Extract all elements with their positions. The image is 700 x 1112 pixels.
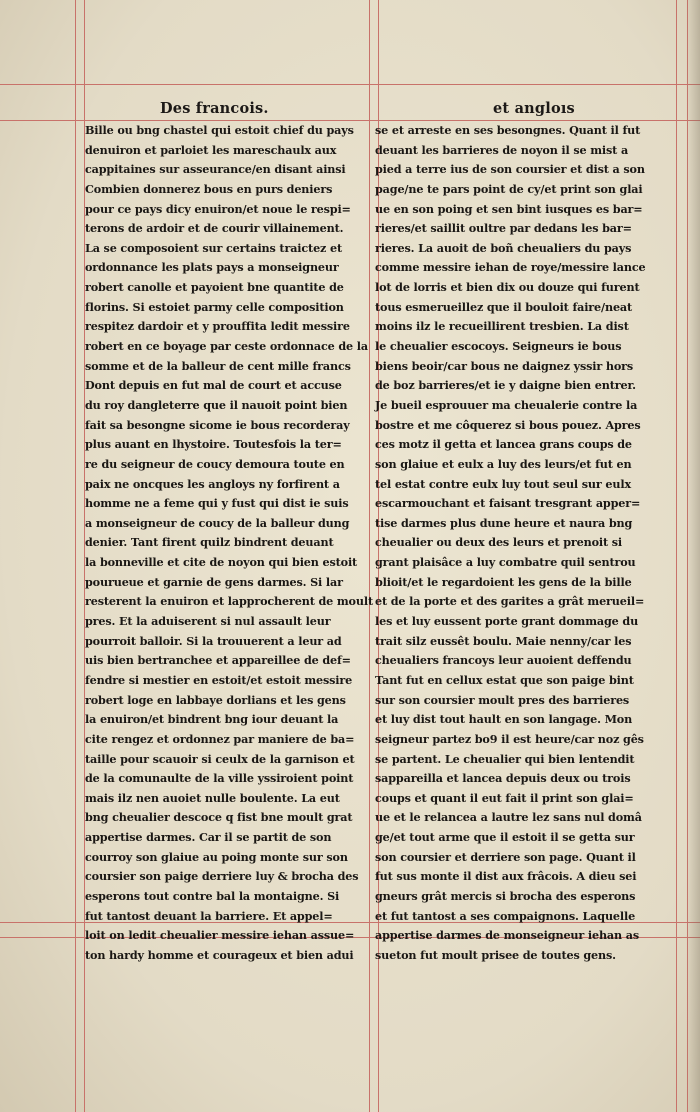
text-line: cite rengez et ordonnez par maniere de ba= bbox=[85, 731, 355, 746]
text-line: de boz barrieres/et ie y daigne bien entrer. bbox=[375, 378, 636, 393]
text-line: somme et de la balleur de cent mille francs bbox=[85, 358, 351, 373]
text-line: la enuiron/et bindrent bng iour deuant la bbox=[85, 712, 339, 727]
text-line: grant plaisâce a luy combatre quil sentrou bbox=[375, 555, 636, 570]
text-line: de la comunaulte de la ville yssiroient point bbox=[85, 771, 354, 786]
text-line: uis bien bertranchee et appareillee de def= bbox=[85, 653, 351, 668]
text-line: page/ne te pars point de cy/et print son glai bbox=[375, 181, 643, 196]
text-line: fut sus monte il dist aux frâcois. A dieu sei bbox=[375, 869, 637, 884]
text-line: gneurs grât mercis si brocha des esperons bbox=[375, 888, 636, 903]
text-line: fendre si mestier en estoit/et estoit messire bbox=[85, 672, 353, 687]
text-line: comme messire iehan de roye/messire lance bbox=[375, 260, 646, 275]
text-line: Tant fut en cellux estat que son paige bint bbox=[375, 672, 634, 687]
text-line: blioit/et le regardoient les gens de la bille bbox=[375, 574, 632, 589]
running-head-right: et angloıs bbox=[493, 100, 575, 117]
text-line: robert en ce boyage par ceste ordonnace de la bbox=[85, 339, 368, 354]
text-line: escarmouchant et faisant tresgrant apper= bbox=[375, 496, 641, 511]
text-line: son coursier et derriere son page. Quant il bbox=[375, 849, 636, 864]
text-line: La se composoient sur certains traictez et bbox=[85, 240, 342, 255]
text-line: robert loge en labbaye dorlians et les gens bbox=[85, 692, 346, 707]
text-line: et fut tantost a ses compaignons. Laquelle bbox=[375, 908, 636, 923]
text-line: et luy dist tout hault en son langage. Mon bbox=[375, 712, 633, 727]
text-line: deuant les barrieres de noyon il se mist a bbox=[375, 142, 629, 157]
text-line: pour ce pays dicy enuiron/et noue le respi= bbox=[85, 201, 351, 216]
text-line: rieres. La auoit de boñ cheualiers du pays bbox=[375, 240, 632, 255]
page-edge-shadow bbox=[686, 0, 700, 1112]
text-line: appertise darmes. Car il se partit de son bbox=[85, 830, 332, 845]
text-line: le cheualier escocoys. Seigneurs ie bous bbox=[375, 339, 622, 354]
text-line: sur son coursier moult pres des barrieres bbox=[375, 692, 630, 707]
text-line: respitez dardoir et y prouffita ledit messire bbox=[85, 319, 350, 334]
text-line: biens beoir/car bous ne daignez yssir hors bbox=[375, 358, 634, 373]
text-line: pourueue et garnie de gens darmes. Si lar bbox=[85, 574, 343, 589]
text-line: ton hardy homme et courageux et bien adui bbox=[85, 947, 354, 962]
running-head-left: Des francois. bbox=[160, 100, 269, 117]
text-line: fait sa besongne sicome ie bous recorderay bbox=[85, 417, 350, 432]
text-line: se et arreste en ses besongnes. Quant il fut bbox=[375, 123, 641, 137]
text-line: mais ilz nen auoiet nulle boulente. La eut bbox=[85, 790, 340, 805]
text-line: fut tantost deuant la barriere. Et appel= bbox=[85, 908, 333, 923]
text-line: florins. Si estoiet parmy celle composition bbox=[85, 299, 344, 314]
text-line: ue et le relancea a lautre lez sans nul domâ bbox=[375, 810, 642, 825]
text-line: coups et quant il eut fait il print son glai= bbox=[375, 790, 634, 805]
text-line: pied a terre ius de son coursier et dist a son bbox=[375, 162, 645, 177]
text-line: Dont depuis en fut mal de court et accuse bbox=[85, 378, 342, 393]
text-line: courroy son glaiue au poing monte sur son bbox=[85, 849, 348, 864]
text-line: se partent. Le cheualier qui bien lentendit bbox=[375, 751, 635, 766]
text-line: sueton fut moult prisee de toutes gens. bbox=[375, 947, 616, 962]
text-line: pourroit balloir. Si la trouuerent a leur ad bbox=[85, 633, 342, 648]
text-line: moins ilz le recueillirent tresbien. La dist bbox=[375, 319, 629, 334]
text-line: sappareilla et lancea depuis deux ou trois bbox=[375, 771, 631, 786]
text-line: ordonnance les plats pays a monseigneur bbox=[85, 260, 339, 275]
text-line: denuiron et parloiet les mareschaulx aux bbox=[85, 142, 337, 157]
text-line: re du seigneur de coucy demoura toute en bbox=[85, 456, 345, 471]
text-line: ue en son poing et sen bint iusques es bar= bbox=[375, 201, 643, 216]
text-line: Combien donnerez bous en purs deniers bbox=[85, 181, 333, 196]
text-line: seigneur partez bo9 il est heure/car noz gês bbox=[375, 731, 644, 746]
text-line: les et luy eussent porte grant dommage du bbox=[375, 614, 639, 629]
text-line: denier. Tant firent quilz bindrent deuant bbox=[85, 535, 334, 550]
margin-rule-left bbox=[75, 0, 76, 1112]
text-line: loit on ledit cheualier messire iehan assue= bbox=[85, 928, 355, 943]
text-line: lot de lorris et bien dix ou douze qui furent bbox=[375, 280, 640, 295]
text-line: bostre et me côquerez si bous pouez. Apres bbox=[375, 417, 641, 432]
text-line: tous esmerueillez que il bouloit faire/neat bbox=[375, 299, 633, 314]
text-line: et de la porte et des garites a grât merueil= bbox=[375, 594, 645, 609]
text-line: la bonneville et cite de noyon qui bien estoit bbox=[85, 555, 358, 570]
text-line: cappitaines sur asseurance/en disant ainsi bbox=[85, 162, 346, 177]
margin-rule-right bbox=[676, 0, 677, 1112]
text-line: paix ne oncques les angloys ny forfirent a bbox=[85, 476, 340, 491]
text-line: pres. Et la aduiserent si nul assault leur bbox=[85, 614, 331, 629]
text-line: terons de ardoir et de courir villainement. bbox=[85, 221, 344, 236]
text-line: du roy dangleterre que il nauoit point bien bbox=[85, 397, 348, 412]
text-line: ge/et tout arme que il estoit il se getta sur bbox=[375, 830, 635, 845]
header-rule bbox=[0, 84, 700, 85]
text-line: taille pour scauoir si ceulx de la garnison et bbox=[85, 751, 355, 766]
text-line: bng cheualier descoce q fist bne moult grat bbox=[85, 810, 353, 825]
text-line: esperons tout contre bal la montaigne. Si bbox=[85, 888, 340, 903]
text-line: plus auant en lhystoire. Toutesfois la ter= bbox=[85, 437, 342, 452]
text-line: son glaiue et eulx a luy des leurs/et fut en bbox=[375, 456, 632, 471]
text-line: resterent la enuiron et lapprocherent de moult bbox=[85, 594, 373, 609]
text-column-left bbox=[85, 121, 375, 962]
text-line: ces motz il getta et lancea grans coups de bbox=[375, 437, 632, 452]
text-line: rieres/et saillit oultre par dedans les bar= bbox=[375, 221, 632, 236]
text-line: cheualiers francoys leur auoient deffendu bbox=[375, 653, 632, 668]
text-line: coursier son paige derriere luy & brocha des bbox=[85, 869, 359, 884]
text-line: tel estat contre eulx luy tout seul sur eulx bbox=[375, 476, 631, 491]
text-line: trait silz eussêt boulu. Maie nenny/car les bbox=[375, 633, 632, 648]
text-line: a monseigneur de coucy de la balleur dung bbox=[85, 515, 350, 530]
text-line: cheualier ou deux des leurs et prenoit si bbox=[375, 535, 623, 550]
text-line: tise darmes plus dune heure et naura bng bbox=[375, 515, 633, 530]
text-line: appertise darmes de monseigneur iehan as bbox=[375, 928, 640, 943]
text-line: homme ne a feme qui y fust qui dist ie suis bbox=[85, 496, 349, 511]
text-line: Je bueil esprouuer ma cheualerie contre la bbox=[375, 397, 638, 412]
text-line: robert canolle et payoient bne quantite de bbox=[85, 280, 344, 295]
text-column-right bbox=[375, 121, 665, 962]
text-line: Bille ou bng chastel qui estoit chief du pays bbox=[85, 123, 354, 137]
